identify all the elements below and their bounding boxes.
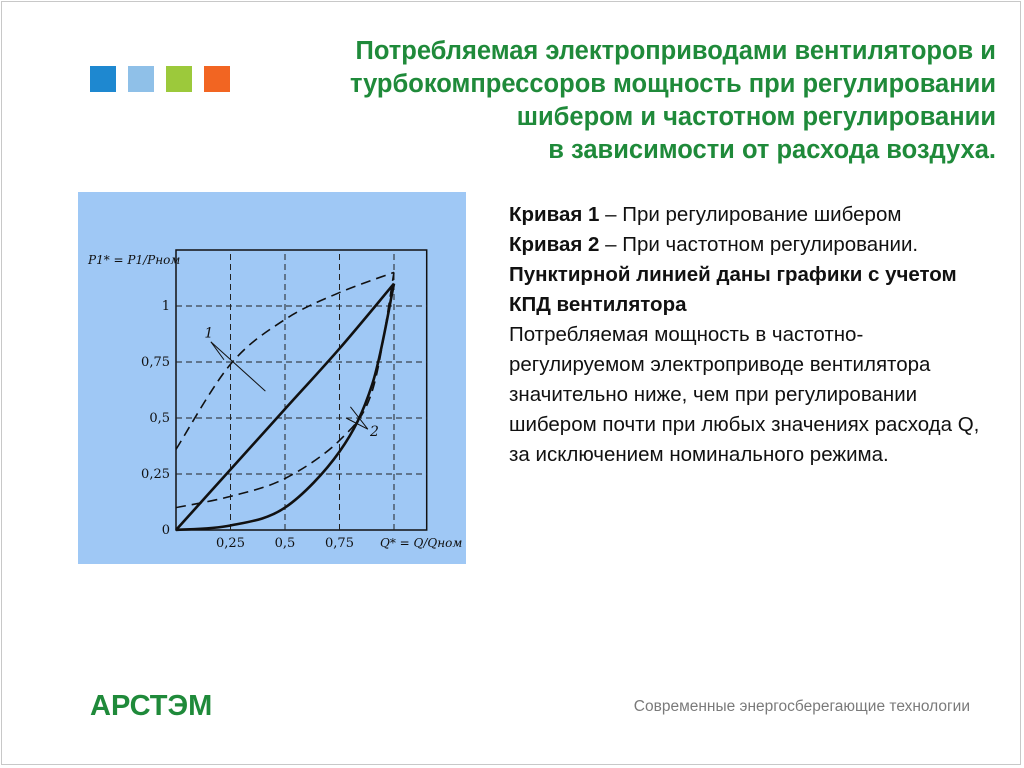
footer-tagline: Современные энергосберегающие технологии bbox=[633, 698, 970, 715]
annotation-label-2: 2 bbox=[370, 423, 379, 440]
power-chart bbox=[78, 192, 466, 564]
curve1-label: Кривая 1 bbox=[509, 203, 600, 226]
curve1-description bbox=[509, 200, 989, 230]
curve2-description bbox=[509, 230, 989, 260]
curve2-label: Кривая 2 bbox=[509, 233, 600, 256]
curve2-text: – При частотном регулировании. bbox=[599, 233, 919, 256]
y-tick-label: 0,75 bbox=[141, 355, 170, 370]
square-light-blue bbox=[128, 66, 154, 92]
y-tick-label: 0 bbox=[161, 523, 170, 538]
x-tick-label: 0,5 bbox=[274, 536, 296, 551]
y-tick-label: 1 bbox=[161, 299, 170, 314]
square-blue bbox=[90, 66, 116, 92]
x-tick-label: 0,25 bbox=[216, 536, 245, 551]
x-tick-label: 0,75 bbox=[325, 536, 354, 551]
decorative-squares bbox=[90, 66, 230, 92]
company-logo: АРСТЭМ bbox=[90, 690, 213, 722]
annotation-label-1: 1 bbox=[204, 325, 214, 342]
title-line: шибером и частотном регулировании bbox=[516, 103, 996, 131]
curve1-text: – При регулирование шибером bbox=[599, 203, 902, 226]
title-line: турбокомпрессоров мощность при регулировании bbox=[349, 70, 996, 98]
y-tick-label: 0,25 bbox=[141, 467, 170, 482]
y-tick-label: 0,5 bbox=[149, 411, 170, 426]
x-axis-label: Q* = Q/Qном bbox=[380, 536, 463, 550]
description-panel bbox=[509, 200, 989, 470]
conclusion-text: Потребляемая мощность в частотно-регулируемом электроприводе вентилятора значительно ниже, чем при регулировании шибером почти при любых значениях расхода Q, за исключением номинального режима. bbox=[509, 323, 980, 466]
dashed-note: Пунктирной линией даны графики с учетом КПД вентилятора bbox=[509, 263, 957, 316]
square-orange bbox=[204, 66, 230, 92]
square-green bbox=[166, 66, 192, 92]
title-line: Потребляемая электроприводами вентиляторов и bbox=[355, 37, 996, 65]
annotation-leader-1 bbox=[211, 342, 266, 391]
chart-svg bbox=[78, 192, 466, 564]
title-line: в зависимости от расхода воздуха. bbox=[548, 136, 996, 164]
annotation-leader-1 bbox=[211, 342, 224, 360]
slide-title bbox=[236, 35, 996, 167]
y-axis-label: P1* = P1/Pном bbox=[88, 253, 181, 267]
